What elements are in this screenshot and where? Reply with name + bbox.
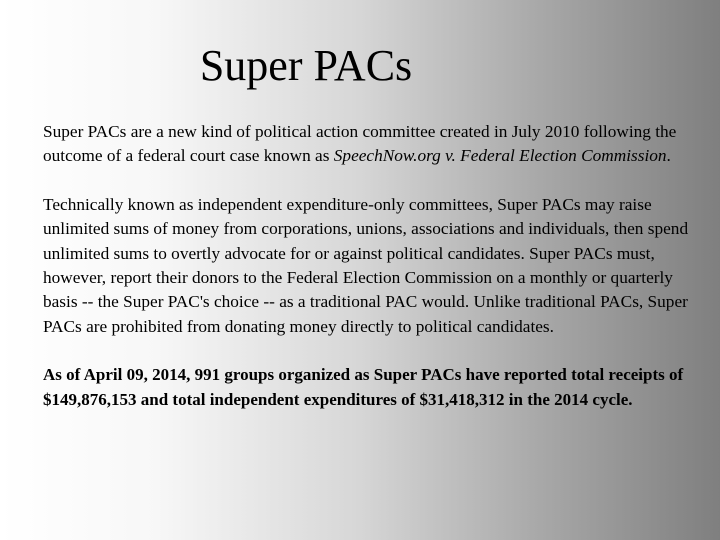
intro-paragraph xyxy=(43,120,693,169)
intro-end: . xyxy=(666,146,671,166)
slide-title: Super PACs xyxy=(199,41,413,90)
intro-text: Super PACs are a new kind of political action committee created in July 2010 following the outcome of a federal court case known as xyxy=(43,122,677,166)
slide-body xyxy=(43,120,693,436)
definition-paragraph: Technically known as independent expenditure-only committees, Super PACs may raise unlimited sums of money from corporations, unions, associations and individuals, then spend unlimited sums to overtly advocate for or against political candidates. Super PACs must, however, report their donors to the Federal Election Commission on a monthly or quarterly basis -- the Super PAC's choice -- as a traditional PAC would. Unlike traditional PACs, Super PACs are prohibited from donating money directly to political candidates. xyxy=(43,195,689,336)
statistics-paragraph: As of April 09, 2014, 991 groups organized as Super PACs have reported total receipts of $149,876,153 and total independent expenditures of $31,418,312 in the 2014 cycle. xyxy=(43,365,684,409)
court-case-name: SpeechNow.org v. Federal Election Commission xyxy=(333,146,667,166)
